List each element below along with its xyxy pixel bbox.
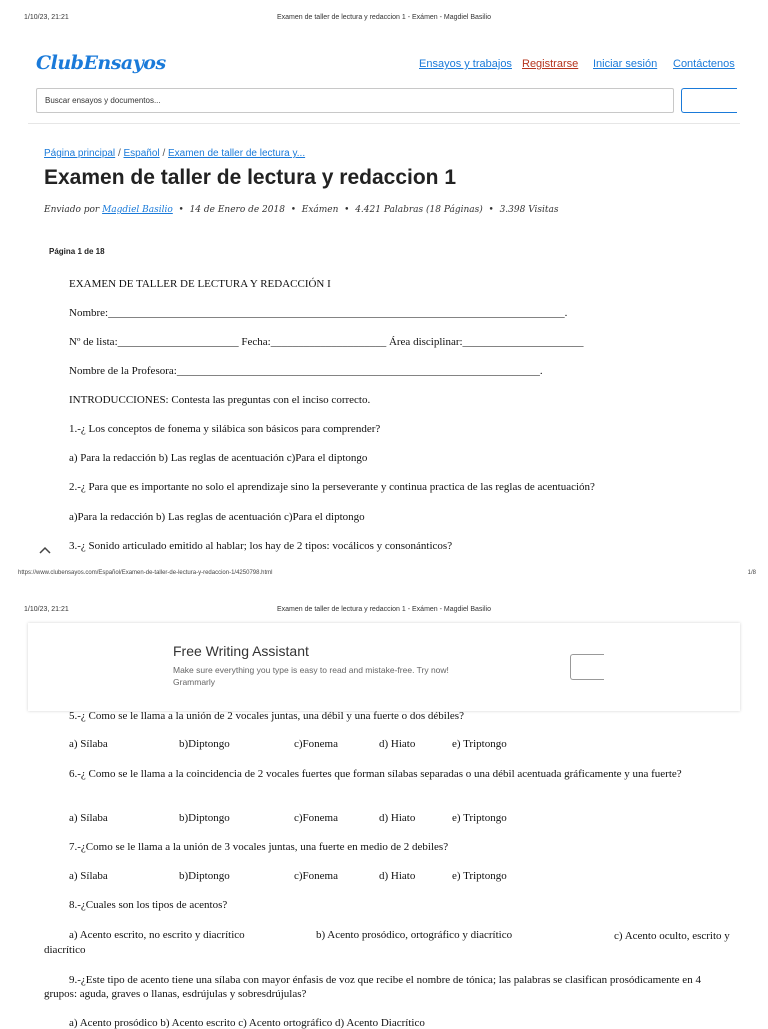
article-meta: [44, 205, 559, 215]
print-page-title: Examen de taller de lectura y redaccion 1 - Exámen - Magdiel Basilio: [277, 606, 491, 613]
breadcrumb-home[interactable]: Página principal: [44, 148, 116, 159]
print-page-title: Examen de taller de lectura y redaccion 1 - Exámen - Magdiel Basilio: [277, 14, 491, 21]
q5-option-d: d) Hiato: [379, 738, 416, 750]
list-date-line: Nº de lista:______________________ Fecha:_____________________ Área disciplinar:______________________: [69, 336, 584, 348]
ad-description: [173, 664, 449, 688]
q7-option-c: c)Fonema: [294, 870, 338, 882]
meta-bullet: •: [344, 205, 350, 215]
question-2: 2.-¿ Para que es importante no solo el aprendizaje sino la perseverante y continua practica de las reglas de acentuación?: [69, 481, 595, 493]
nav-register-link[interactable]: Registrarse: [522, 58, 579, 70]
q6-option-a: a) Sílaba: [69, 812, 108, 824]
question-2-options: a)Para la redacción b) Las reglas de acentuación c)Para el diptongo: [69, 511, 365, 523]
question-7: 7.-¿Como se le llama a la unión de 3 vocales juntas, una fuerte en medio de 2 debiles?: [69, 841, 449, 853]
q5-option-c: c)Fonema: [294, 738, 338, 750]
q6-option-d: d) Hiato: [379, 812, 416, 824]
breadcrumb-espanol[interactable]: Español: [123, 148, 160, 159]
q7-option-e: e) Triptongo: [452, 870, 507, 882]
q8-option-c: c) Acento oculto, escrito y diacrítico: [44, 930, 730, 956]
search-input[interactable]: Buscar ensayos y documentos...: [36, 88, 674, 113]
page-indicator: Página 1 de 18: [49, 247, 105, 256]
name-line: Nombre:___________________________________________________________________________________.: [69, 307, 568, 319]
q6-option-e: e) Triptongo: [452, 812, 507, 824]
question-3: 3.-¿ Sonido articulado emitido al hablar; los hay de 2 tipos: vocálicos y consonánticos?: [69, 540, 453, 552]
footer-page-number: 1/8: [747, 570, 756, 576]
meta-bullet: •: [178, 205, 184, 215]
print-timestamp: 1/10/23, 21:21: [24, 14, 69, 21]
ad-cta-button[interactable]: [570, 654, 604, 680]
meta-date: 14 de Enero de 2018: [189, 205, 285, 215]
breadcrumb-separator: /: [162, 148, 166, 159]
nav-ensayos-link[interactable]: Ensayos y trabajos: [419, 58, 512, 70]
chevron-up-icon[interactable]: [38, 545, 52, 555]
question-1-options: a) Para la redacción b) Las reglas de acentuación c)Para el diptongo: [69, 452, 368, 464]
instructions: INTRODUCCIONES: Contesta las preguntas con el inciso correcto.: [69, 394, 371, 406]
meta-category: Exámen: [301, 205, 339, 215]
author-link[interactable]: Magdiel Basilio: [102, 205, 173, 215]
meta-sent-by: Enviado por: [44, 205, 100, 215]
q5-option-e: e) Triptongo: [452, 738, 507, 750]
teacher-line: Nombre de la Profesora:__________________________________________________________________.: [69, 365, 543, 377]
meta-bullet: •: [290, 205, 297, 215]
q7-option-d: d) Hiato: [379, 870, 416, 882]
header-divider: [28, 123, 740, 124]
q7-option-b: b)Diptongo: [179, 870, 230, 882]
question-9: 9.-¿Este tipo de acento tiene una sílaba con mayor énfasis de voz que recibe el nombre de tónica; las palabras se clasifican prosódicamente en 4 grupos: aguda, graves o llanas, esdrújulas y sobresdrújulas?: [44, 974, 701, 1000]
nav-login-link[interactable]: Iniciar sesión: [593, 58, 658, 70]
clubensayos-logo[interactable]: ClubEnsayos: [36, 52, 166, 74]
ad-desc-text: Make sure everything you type is easy to read and mistake-free. Try now!: [173, 665, 449, 675]
breadcrumb-separator: /: [117, 148, 121, 159]
q8-option-b: b) Acento prosódico, ortográfico y diacrítico: [316, 929, 513, 941]
question-5: 5.-¿ Como se le llama a la unión de 2 vocales juntas, una débil y una fuerte o dos débiles?: [69, 710, 464, 722]
q5-option-b: b)Diptongo: [179, 738, 230, 750]
q8-option-a: a) Acento escrito, no escrito y diacrítico: [69, 929, 245, 941]
meta-bullet: •: [488, 205, 494, 215]
footer-url: https://www.clubensayos.com/Español/Examen-de-taller-de-lectura-y-redaccion-1/4250798.html: [18, 570, 273, 576]
ad-brand: Grammarly: [173, 677, 216, 687]
exam-heading: EXAMEN DE TALLER DE LECTURA Y REDACCIÓN I: [69, 278, 331, 290]
search-button[interactable]: [681, 88, 737, 113]
question-8: 8.-¿Cuales son los tipos de acentos?: [69, 899, 228, 911]
q5-option-a: a) Sílaba: [69, 738, 108, 750]
question-6: 6.-¿ Como se le llama a la coincidencia de 2 vocales fuertes que forman sílabas separadas o una débil acentuada gráficamente y una fuerte?: [69, 768, 682, 780]
breadcrumb: [44, 148, 305, 159]
meta-visits: 3.398 Visitas: [499, 205, 559, 215]
ad-title[interactable]: Free Writing Assistant: [173, 643, 309, 659]
meta-words: 4.421 Palabras (18 Páginas): [355, 205, 483, 215]
q7-option-a: a) Sílaba: [69, 870, 108, 882]
q6-option-c: c)Fonema: [294, 812, 338, 824]
breadcrumb-current[interactable]: Examen de taller de lectura y...: [168, 148, 306, 159]
question-1: 1.-¿ Los conceptos de fonema y silábica son básicos para comprender?: [69, 423, 381, 435]
print-header-2: [0, 606, 768, 616]
q6-option-b: b)Diptongo: [179, 812, 230, 824]
q9-options: a) Acento prosódico b) Acento escrito c) Acento ortográfico d) Acento Diacrítico: [69, 1017, 425, 1029]
page-title: Examen de taller de lectura y redaccion 1: [44, 166, 457, 189]
print-timestamp: 1/10/23, 21:21: [24, 606, 69, 613]
print-header: [0, 14, 768, 24]
nav-contact-link[interactable]: Contáctenos: [673, 58, 735, 70]
